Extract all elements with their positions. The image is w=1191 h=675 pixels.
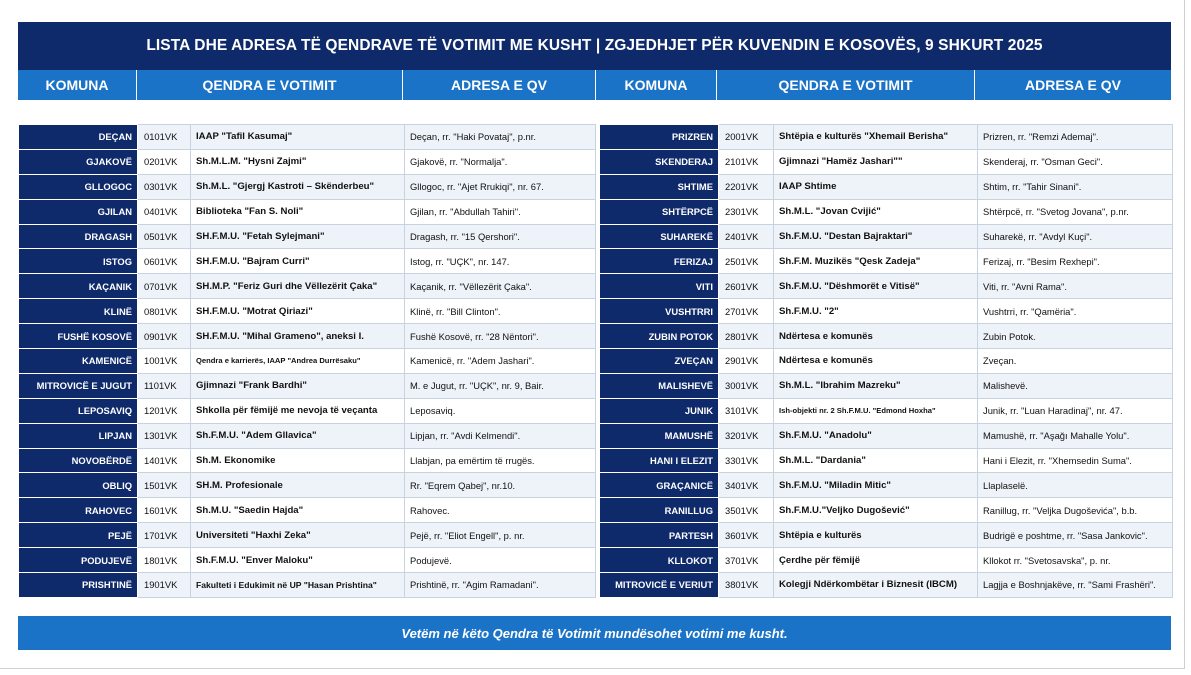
- polling-center-cell: SH.F.M.U. "Fetah Sylejmani": [191, 224, 405, 249]
- municipality-cell: SHTËRPCË: [600, 199, 719, 224]
- table-row: [19, 324, 596, 349]
- center-code-cell: 3801VK: [719, 573, 774, 598]
- center-code-cell: 1701VK: [138, 523, 191, 548]
- polling-center-cell: Ndërtesa e komunës: [774, 349, 978, 374]
- center-code-cell: 1101VK: [138, 373, 191, 398]
- table-row: [600, 523, 1173, 548]
- polling-center-cell: Biblioteka "Fan S. Noli": [191, 199, 405, 224]
- table-row: [19, 498, 596, 523]
- municipality-cell: PRIZREN: [600, 125, 719, 150]
- header-qendra-left: QENDRA E VOTIMIT: [137, 70, 403, 100]
- address-cell: Gjakovë, rr. "Normalja".: [405, 149, 596, 174]
- table-row: [19, 274, 596, 299]
- table-row: [600, 125, 1173, 150]
- address-cell: Rr. "Eqrem Qabej", nr.10.: [405, 473, 596, 498]
- municipality-cell: PARTESH: [600, 523, 719, 548]
- municipality-cell: OBLIQ: [19, 473, 138, 498]
- polling-center-cell: IAAP "Tafil Kasumaj": [191, 125, 405, 150]
- polling-center-cell: Sh.M.L.M. "Hysni Zajmi": [191, 149, 405, 174]
- municipality-cell: KLINË: [19, 299, 138, 324]
- table-row: [600, 448, 1173, 473]
- table-row: [19, 548, 596, 573]
- municipality-cell: HANI I ELEZIT: [600, 448, 719, 473]
- municipality-cell: KAÇANIK: [19, 274, 138, 299]
- municipality-cell: GJILAN: [19, 199, 138, 224]
- polling-center-cell: Fakulteti i Edukimit në UP "Hasan Prishtina": [191, 573, 405, 598]
- address-cell: Malishevë.: [978, 373, 1173, 398]
- address-cell: Ranillug, rr. "Veljka Dugoševića", b.b.: [978, 498, 1173, 523]
- municipality-cell: KLLOKOT: [600, 548, 719, 573]
- municipality-cell: LIPJAN: [19, 423, 138, 448]
- polling-center-cell: Kolegji Ndërkombëtar i Biznesit (IBCM): [774, 573, 978, 598]
- center-code-cell: 0401VK: [138, 199, 191, 224]
- municipality-cell: JUNIK: [600, 398, 719, 423]
- center-code-cell: 0701VK: [138, 274, 191, 299]
- center-code-cell: 3201VK: [719, 423, 774, 448]
- center-code-cell: 0101VK: [138, 125, 191, 150]
- header-komuna-left: KOMUNA: [18, 70, 137, 100]
- table-row: [600, 423, 1173, 448]
- center-code-cell: 3701VK: [719, 548, 774, 573]
- polling-center-cell: Sh.F.M.U. "Dëshmorët e Vitisë": [774, 274, 978, 299]
- header-komuna-right: KOMUNA: [596, 70, 717, 100]
- center-code-cell: 1901VK: [138, 573, 191, 598]
- address-cell: Suharekë, rr. "Avdyl Kuçi".: [978, 224, 1173, 249]
- municipality-cell: GJAKOVË: [19, 149, 138, 174]
- municipality-cell: FUSHË KOSOVË: [19, 324, 138, 349]
- polling-center-cell: Shtëpia e kulturës: [774, 523, 978, 548]
- municipality-cell: GRAÇANICË: [600, 473, 719, 498]
- center-code-cell: 0301VK: [138, 174, 191, 199]
- center-code-cell: 2901VK: [719, 349, 774, 374]
- table-row: [600, 249, 1173, 274]
- polling-center-cell: Sh.F.M.U. "Destan Bajraktari": [774, 224, 978, 249]
- center-code-cell: 3501VK: [719, 498, 774, 523]
- address-cell: Rahovec.: [405, 498, 596, 523]
- address-cell: Mamushë, rr. "Aşağı Mahalle Yolu".: [978, 423, 1173, 448]
- document-title: LISTA DHE ADRESA TË QENDRAVE TË VOTIMIT ME KUSHT | ZGJEDHJET PËR KUVENDIN E KOSOVËS, 9 SHKURT 2025: [18, 22, 1171, 70]
- polling-center-cell: Qendra e karrierës, IAAP "Andrea Durrësaku": [191, 349, 405, 374]
- header-adresa-right: ADRESA E QV: [1025, 77, 1121, 93]
- municipality-cell: FERIZAJ: [600, 249, 719, 274]
- address-cell: Budrigë e poshtme, rr. "Sasa Jankovic".: [978, 523, 1173, 548]
- table-row: [600, 473, 1173, 498]
- municipality-cell: MITROVICË E VERIUT: [600, 573, 719, 598]
- polling-centers-tables: [18, 124, 1171, 598]
- municipality-cell: LEPOSAVIQ: [19, 398, 138, 423]
- center-code-cell: 3301VK: [719, 448, 774, 473]
- municipality-cell: VUSHTRRI: [600, 299, 719, 324]
- center-code-cell: 2301VK: [719, 199, 774, 224]
- address-cell: Shtërpcë, rr. "Svetog Jovana", p.nr.: [978, 199, 1173, 224]
- table-row: [19, 473, 596, 498]
- address-cell: Kllokot rr. "Svetosavska", p. nr.: [978, 548, 1173, 573]
- table-row: [19, 423, 596, 448]
- polling-center-cell: Sh.F.M.U. "Enver Maloku": [191, 548, 405, 573]
- table-row: [600, 274, 1173, 299]
- polling-center-cell: IAAP Shtime: [774, 174, 978, 199]
- address-cell: Kamenicë, rr. "Adem Jashari".: [405, 349, 596, 374]
- address-cell: Lipjan, rr. "Avdi Kelmendi".: [405, 423, 596, 448]
- header-adresa-left: ADRESA E QV: [403, 70, 596, 100]
- address-cell: Prizren, rr. "Remzi Ademaj".: [978, 125, 1173, 150]
- table-row: [19, 398, 596, 423]
- address-cell: Shtim, rr. "Tahir Sinani".: [978, 174, 1173, 199]
- polling-center-cell: SH.M.P. "Feriz Guri dhe Vëllezërit Çaka": [191, 274, 405, 299]
- address-cell: M. e Jugut, rr. "UÇK", nr. 9, Bair.: [405, 373, 596, 398]
- center-code-cell: 3401VK: [719, 473, 774, 498]
- address-cell: Junik, rr. "Luan Haradinaj", nr. 47.: [978, 398, 1173, 423]
- polling-center-cell: SH.F.M.U. "Mihal Grameno", aneksi I.: [191, 324, 405, 349]
- address-cell: Podujevë.: [405, 548, 596, 573]
- municipality-cell: MAMUSHË: [600, 423, 719, 448]
- table-row: [19, 174, 596, 199]
- header-qendra-right: QENDRA E VOTIMIT: [717, 70, 975, 100]
- center-code-cell: 3101VK: [719, 398, 774, 423]
- center-code-cell: 0801VK: [138, 299, 191, 324]
- municipality-cell: RANILLUG: [600, 498, 719, 523]
- table-row: [19, 125, 596, 150]
- address-cell: Skenderaj, rr. "Osman Geci".: [978, 149, 1173, 174]
- address-cell: Hani i Elezit, rr. "Xhemsedin Suma".: [978, 448, 1173, 473]
- address-cell: Llaplaselë.: [978, 473, 1173, 498]
- polling-center-cell: Sh.F.M.U."Veljko Dugošević": [774, 498, 978, 523]
- table-row: [600, 149, 1173, 174]
- municipality-cell: MALISHEVË: [600, 373, 719, 398]
- center-code-cell: 0601VK: [138, 249, 191, 274]
- municipality-cell: DEÇAN: [19, 125, 138, 150]
- address-cell: Zveçan.: [978, 349, 1173, 374]
- polling-center-cell: Sh.F.M. Muzikës "Qesk Zadeja": [774, 249, 978, 274]
- address-cell: Ferizaj, rr. "Besim Rexhepi".: [978, 249, 1173, 274]
- polling-center-cell: Sh.M.U. "Saedin Hajda": [191, 498, 405, 523]
- polling-center-cell: Sh.F.M.U. "Miladin Mitic": [774, 473, 978, 498]
- municipality-cell: ZVEÇAN: [600, 349, 719, 374]
- center-code-cell: 0501VK: [138, 224, 191, 249]
- table-row: [600, 224, 1173, 249]
- address-cell: Prishtinë, rr. "Agim Ramadani".: [405, 573, 596, 598]
- polling-center-cell: Sh.M. Ekonomike: [191, 448, 405, 473]
- municipality-cell: ZUBIN POTOK: [600, 324, 719, 349]
- address-cell: Lagjja e Boshnjakëve, rr. "Sami Frashëri".: [978, 573, 1173, 598]
- address-cell: Kaçanik, rr. "Vëllezërit Çaka".: [405, 274, 596, 299]
- address-cell: Pejë, rr. "Eliot Engell", p. nr.: [405, 523, 596, 548]
- table-row: [19, 149, 596, 174]
- center-code-cell: 2101VK: [719, 149, 774, 174]
- center-code-cell: 3001VK: [719, 373, 774, 398]
- municipality-cell: VITI: [600, 274, 719, 299]
- center-code-cell: 3601VK: [719, 523, 774, 548]
- polling-center-cell: Gjimnazi "Frank Bardhi": [191, 373, 405, 398]
- center-code-cell: 0201VK: [138, 149, 191, 174]
- center-code-cell: 2801VK: [719, 324, 774, 349]
- table-row: [600, 398, 1173, 423]
- municipality-cell: KAMENICË: [19, 349, 138, 374]
- center-code-cell: 1001VK: [138, 349, 191, 374]
- address-cell: Vushtrri, rr. "Qamëria".: [978, 299, 1173, 324]
- polling-center-cell: Shtëpia e kulturës "Xhemail Berisha": [774, 125, 978, 150]
- table-row: [600, 299, 1173, 324]
- municipality-cell: MITROVICË E JUGUT: [19, 373, 138, 398]
- address-cell: Gjilan, rr. "Abdullah Tahiri".: [405, 199, 596, 224]
- municipality-cell: SUHAREKË: [600, 224, 719, 249]
- polling-center-cell: Universiteti "Haxhi Zeka": [191, 523, 405, 548]
- table-row: [19, 299, 596, 324]
- table-row: [600, 548, 1173, 573]
- center-code-cell: 2501VK: [719, 249, 774, 274]
- center-code-cell: 1301VK: [138, 423, 191, 448]
- table-row: [19, 249, 596, 274]
- center-code-cell: 2601VK: [719, 274, 774, 299]
- center-code-cell: 2201VK: [719, 174, 774, 199]
- right-table: [599, 124, 1173, 598]
- polling-center-cell: Ndërtesa e komunës: [774, 324, 978, 349]
- center-code-cell: 2701VK: [719, 299, 774, 324]
- table-row: [19, 349, 596, 374]
- address-cell: Dragash, rr. "15 Qershori".: [405, 224, 596, 249]
- table-row: [600, 373, 1173, 398]
- municipality-cell: PEJË: [19, 523, 138, 548]
- polling-center-cell: Ish-objekti nr. 2 Sh.F.M.U. "Edmond Hoxha": [774, 398, 978, 423]
- polling-center-cell: Sh.F.M.U. "Anadolu": [774, 423, 978, 448]
- address-cell: Gllogoc, rr. "Ajet Rrukiqi", nr. 67.: [405, 174, 596, 199]
- table-row: [19, 573, 596, 598]
- table-row: [600, 324, 1173, 349]
- table-row: [600, 199, 1173, 224]
- column-header-row: [18, 70, 1171, 100]
- municipality-cell: DRAGASH: [19, 224, 138, 249]
- polling-center-cell: Sh.M.L. "Dardania": [774, 448, 978, 473]
- municipality-cell: PODUJEVË: [19, 548, 138, 573]
- polling-center-cell: Sh.F.M.U. "2": [774, 299, 978, 324]
- address-cell: Klinë, rr. "Bill Clinton".: [405, 299, 596, 324]
- address-cell: Llabjan, pa emërtim të rrugës.: [405, 448, 596, 473]
- polling-center-cell: Çerdhe për fëmijë: [774, 548, 978, 573]
- address-cell: Zubin Potok.: [978, 324, 1173, 349]
- left-table: [18, 124, 596, 598]
- table-row: [600, 498, 1173, 523]
- table-row: [19, 373, 596, 398]
- polling-center-cell: Sh.M.L. "Jovan Cvijić": [774, 199, 978, 224]
- center-code-cell: 1501VK: [138, 473, 191, 498]
- center-code-cell: 1601VK: [138, 498, 191, 523]
- municipality-cell: SKENDERAJ: [600, 149, 719, 174]
- municipality-cell: GLLOGOC: [19, 174, 138, 199]
- polling-center-cell: SH.F.M.U. "Motrat Qiriazi": [191, 299, 405, 324]
- table-row: [600, 174, 1173, 199]
- center-code-cell: 1401VK: [138, 448, 191, 473]
- polling-center-cell: Shkolla për fëmijë me nevoja të veçanta: [191, 398, 405, 423]
- table-row: [600, 349, 1173, 374]
- table-row: [19, 199, 596, 224]
- center-code-cell: 1201VK: [138, 398, 191, 423]
- table-row: [600, 573, 1173, 598]
- address-cell: Istog, rr. "UÇK", nr. 147.: [405, 249, 596, 274]
- center-code-cell: 1801VK: [138, 548, 191, 573]
- municipality-cell: NOVOBËRDË: [19, 448, 138, 473]
- address-cell: Leposaviq.: [405, 398, 596, 423]
- municipality-cell: RAHOVEC: [19, 498, 138, 523]
- polling-center-cell: Sh.F.M.U. "Adem Gllavica": [191, 423, 405, 448]
- center-code-cell: 2001VK: [719, 125, 774, 150]
- center-code-cell: 0901VK: [138, 324, 191, 349]
- polling-center-cell: Sh.M.L. "Ibrahim Mazreku": [774, 373, 978, 398]
- polling-center-cell: Sh.M.L. "Gjergj Kastroti – Skënderbeu": [191, 174, 405, 199]
- polling-center-cell: Gjimnazi "Hamëz Jashari"": [774, 149, 978, 174]
- address-cell: Deçan, rr. "Haki Povataj", p.nr.: [405, 125, 596, 150]
- municipality-cell: ISTOG: [19, 249, 138, 274]
- footer-note: Vetëm në këto Qendra të Votimit mundësohet votimi me kusht.: [18, 616, 1171, 650]
- municipality-cell: PRISHTINË: [19, 573, 138, 598]
- polling-center-cell: SH.F.M.U. "Bajram Curri": [191, 249, 405, 274]
- address-cell: Viti, rr. "Avni Rama".: [978, 274, 1173, 299]
- table-row: [19, 523, 596, 548]
- address-cell: Fushë Kosovë, rr. "28 Nëntori".: [405, 324, 596, 349]
- table-row: [19, 224, 596, 249]
- municipality-cell: SHTIME: [600, 174, 719, 199]
- table-row: [19, 448, 596, 473]
- polling-center-cell: SH.M. Profesionale: [191, 473, 405, 498]
- center-code-cell: 2401VK: [719, 224, 774, 249]
